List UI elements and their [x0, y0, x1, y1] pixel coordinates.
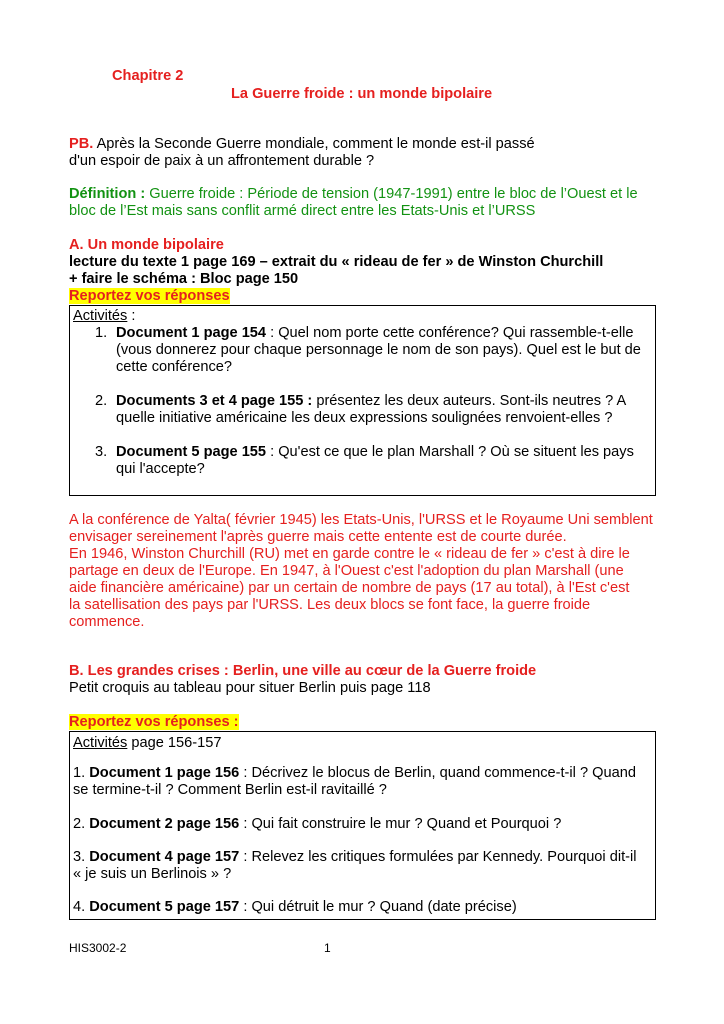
footer-page-number: 1 [324, 941, 331, 955]
section-a-activities-box [69, 305, 656, 496]
section-b-activities-box [69, 731, 656, 920]
section-b-item-4-text-1: : Qui détruit le mur ? Quand (date précise) [239, 899, 517, 915]
answer-line-5: aide financière américaine) par un certain de nombre de pays (17 au total), à l'Est c'est [69, 580, 630, 596]
section-a-heading: A. Un monde bipolaire [69, 237, 224, 253]
section-b-heading: B. Les grandes crises : Berlin, une ville au cœur de la Guerre froide [69, 663, 537, 679]
chapter-label: Chapitre 2 [112, 68, 184, 84]
section-a-instruction-1: lecture du texte 1 page 169 – extrait du « rideau de fer » de Winston Churchill [69, 254, 604, 270]
section-b-item-4-num: 4. [73, 899, 90, 915]
section-a-item-1-doc: Document 1 page 154 [116, 325, 267, 341]
section-a-item-1-text-1: : Quel nom porte cette conférence? Qui rassemble-t-elle [266, 325, 634, 341]
definition-line-1 [69, 186, 638, 203]
section-b-report [69, 714, 239, 731]
section-b-item-3-doc: Document 4 page 157 [89, 849, 240, 865]
problem-line-1 [69, 136, 535, 153]
answer-line-7: commence. [69, 614, 145, 630]
section-b-item-1-doc: Document 1 page 156 [89, 765, 240, 781]
section-b-item-2-line-1 [73, 816, 561, 833]
section-b-item-3-text-2: « je suis un Berlinois » ? [73, 866, 232, 882]
section-b-instruction: Petit croquis au tableau pour situer Berlin puis page 118 [69, 680, 431, 696]
answer-line-2: envisager sereinement l'après guerre mais cette entente est de courte durée. [69, 529, 567, 545]
section-a-instruction-2: + faire le schéma : Bloc page 150 [69, 271, 299, 287]
section-b-item-1-num: 1. [73, 765, 90, 781]
section-b-item-3-line-1 [73, 849, 636, 866]
definition-text-1: Guerre froide : Période de tension (1947-1991) entre le bloc de l’Ouest et le [145, 186, 638, 202]
section-b-item-2-num: 2. [73, 816, 90, 832]
section-a-activities-label: Activités [73, 308, 128, 324]
section-b-activities-title [73, 735, 221, 752]
problem-text-2: d'un espoir de paix à un affrontement durable ? [69, 153, 375, 169]
section-a-item-3-text-2: qui l'accepte? [116, 461, 205, 477]
section-a-item-2-num: 2. [95, 393, 108, 409]
section-a-item-2-line-1 [116, 393, 626, 410]
section-a-item-2-text-1: présentez les deux auteurs. Sont-ils neutres ? A [312, 393, 627, 409]
problem-label: PB. [69, 136, 94, 152]
section-a-item-1-text-2: (vous donnerez pour chaque personnage le nom de son pays). Quel est le but de [116, 342, 641, 358]
section-a-report [69, 288, 230, 305]
footer-doc-code: HIS3002-2 [69, 941, 127, 955]
definition-text-2: bloc de l’Est mais sans conflit armé direct entre les Etats-Unis et l’URSS [69, 203, 536, 219]
section-a-report-text: Reportez vos réponses [69, 288, 230, 304]
section-b-item-2-text-1: : Qui fait construire le mur ? Quand et Pourquoi ? [239, 816, 562, 832]
section-b-activities-label: Activités [73, 735, 128, 751]
section-b-item-3-num: 3. [73, 849, 90, 865]
section-b-activities-pages: page 156-157 [127, 735, 222, 751]
answer-line-4: partage en deux de l'Europe. En 1947, à l'Ouest c'est l'adoption du plan Marshall (une [69, 563, 624, 579]
section-a-activities-title [73, 308, 135, 325]
section-a-item-2-text-2: quelle initiative américaine les deux expressions soulignées renvoient-elles ? [116, 410, 613, 426]
section-b-item-4-doc: Document 5 page 157 [89, 899, 240, 915]
section-a-item-3-text-1: : Qu'est ce que le plan Marshall ? Où se situent les pays [266, 444, 634, 460]
section-a-item-1-text-3: cette conférence? [116, 359, 233, 375]
section-a-item-3-num: 3. [95, 444, 108, 460]
section-b-item-1-text-2: se termine-t-il ? Comment Berlin est-il ravitaillé ? [73, 782, 387, 798]
section-b-report-text: Reportez vos réponses : [69, 714, 239, 730]
section-a-item-3-line-1 [116, 444, 634, 461]
section-a-activities-colon: : [127, 308, 136, 324]
section-b-item-1-text-1: : Décrivez le blocus de Berlin, quand commence-t-il ? Quand [239, 765, 636, 781]
section-a-item-3-doc: Document 5 page 155 [116, 444, 267, 460]
definition-label: Définition : [69, 186, 146, 202]
section-a-item-1-num: 1. [95, 325, 108, 341]
section-b-item-4-line-1 [73, 899, 517, 916]
page-title: La Guerre froide : un monde bipolaire [231, 86, 493, 102]
section-b-item-3-text-1: : Relevez les critiques formulées par Kennedy. Pourquoi dit-il [239, 849, 637, 865]
answer-line-1: A la conférence de Yalta( février 1945) les Etats-Unis, l'URSS et le Royaume Uni semblent [69, 512, 653, 528]
section-a-item-1-line-1 [116, 325, 634, 342]
section-b-item-1-line-1 [73, 765, 636, 782]
answer-line-6: la satellisation des pays par l'URSS. Les deux blocs se font face, la guerre froide [69, 597, 591, 613]
answer-line-3: En 1946, Winston Churchill (RU) met en garde contre le « rideau de fer » c'est à dire le [69, 546, 630, 562]
section-a-item-2-doc: Documents 3 et 4 page 155 : [116, 393, 313, 409]
problem-text-1: Après la Seconde Guerre mondiale, comment le monde est-il passé [93, 136, 535, 152]
section-b-item-2-doc: Document 2 page 156 [89, 816, 240, 832]
